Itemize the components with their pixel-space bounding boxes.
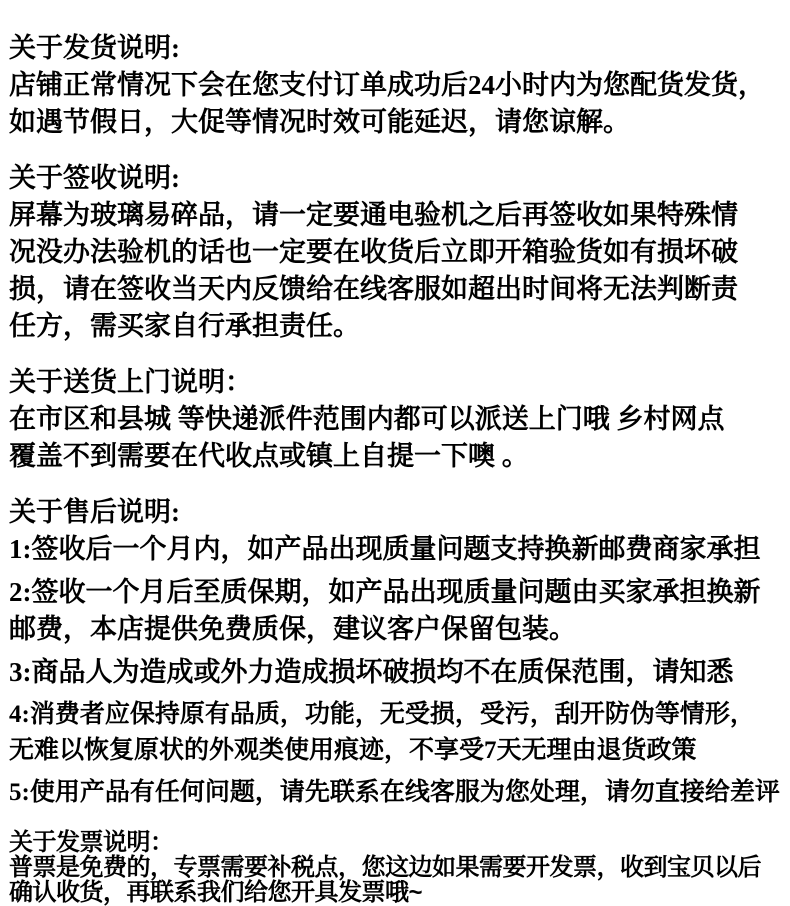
section-shipping-notice bbox=[9, 30, 784, 141]
section-after-sales-notice bbox=[9, 494, 784, 811]
text-line: 在市区和县城 等快递派件范围内都可以派送上门哦 乡村网点 bbox=[9, 404, 725, 434]
text-line: 屏幕为玻璃易碎品，请一定要通电验机之后再签收如果特殊情 bbox=[9, 200, 738, 230]
heading-sign-off: 关于签收说明: bbox=[9, 163, 180, 193]
paragraph-shipping bbox=[9, 67, 784, 141]
paragraph-door-delivery bbox=[9, 401, 784, 475]
paragraph-invoice bbox=[9, 855, 784, 905]
text-line: 2:签收一个月后至质保期，如产品出现质量问题由买家承担换新 bbox=[9, 577, 761, 607]
heading-after-sales: 关于售后说明: bbox=[9, 497, 180, 527]
text-line: 普票是免费的，专票需要补税点，您这边如果需要开发票，收到宝贝以后 bbox=[9, 854, 761, 881]
after-sales-item-2 bbox=[9, 574, 784, 648]
section-door-delivery-notice bbox=[9, 364, 784, 475]
text-line: 1:签收后一个月内，如产品出现质量问题支持换新邮费商家承担 bbox=[9, 534, 761, 564]
text-line: 3:商品人为造成或外力造成损坏破损均不在质保范围，请知悉 bbox=[9, 657, 734, 687]
paragraph-sign-off bbox=[9, 197, 784, 345]
section-sign-off-notice bbox=[9, 160, 784, 345]
text-line: 邮费，本店提供免费质保，建议客户保留包装。 bbox=[9, 614, 576, 644]
text-line: 确认收货，再联系我们给您开具发票哦~ bbox=[9, 879, 423, 906]
text-line: 损，请在签收当天内反馈给在线客服如超出时间将无法判断责 bbox=[9, 274, 738, 304]
text-line: 5:使用产品有任何问题，请先联系在线客服为您处理，请勿直接给差评 bbox=[9, 779, 780, 806]
after-sales-item-3 bbox=[9, 654, 784, 691]
after-sales-item-5 bbox=[9, 775, 784, 811]
heading-shipping: 关于发货说明: bbox=[9, 33, 180, 63]
text-line: 覆盖不到需要在代收点或镇上自提一下噢 。 bbox=[9, 441, 529, 471]
section-invoice-notice bbox=[9, 830, 784, 905]
text-line: 任方，需买家自行承担责任。 bbox=[9, 311, 360, 341]
text-line: 无难以恢复原状的外观类使用痕迹，不享受7天无理由退货政策 bbox=[9, 737, 697, 764]
after-sales-item-4 bbox=[9, 697, 784, 769]
after-sales-item-1 bbox=[9, 531, 784, 568]
text-line: 4:消费者应保持原有品质，功能，无受损，受污，刮开防伪等情形， bbox=[9, 701, 755, 728]
heading-invoice: 关于发票说明： bbox=[9, 829, 174, 856]
text-line: 况没办法验机的话也一定要在收货后立即开箱验货如有损坏破 bbox=[9, 237, 738, 267]
heading-door-delivery: 关于送货上门说明： bbox=[9, 367, 252, 397]
text-line: 店铺正常情况下会在您支付订单成功后24小时内为您配货发货， bbox=[9, 70, 765, 100]
text-line: 如遇节假日，大促等情况时效可能延迟，请您谅解。 bbox=[9, 107, 630, 137]
